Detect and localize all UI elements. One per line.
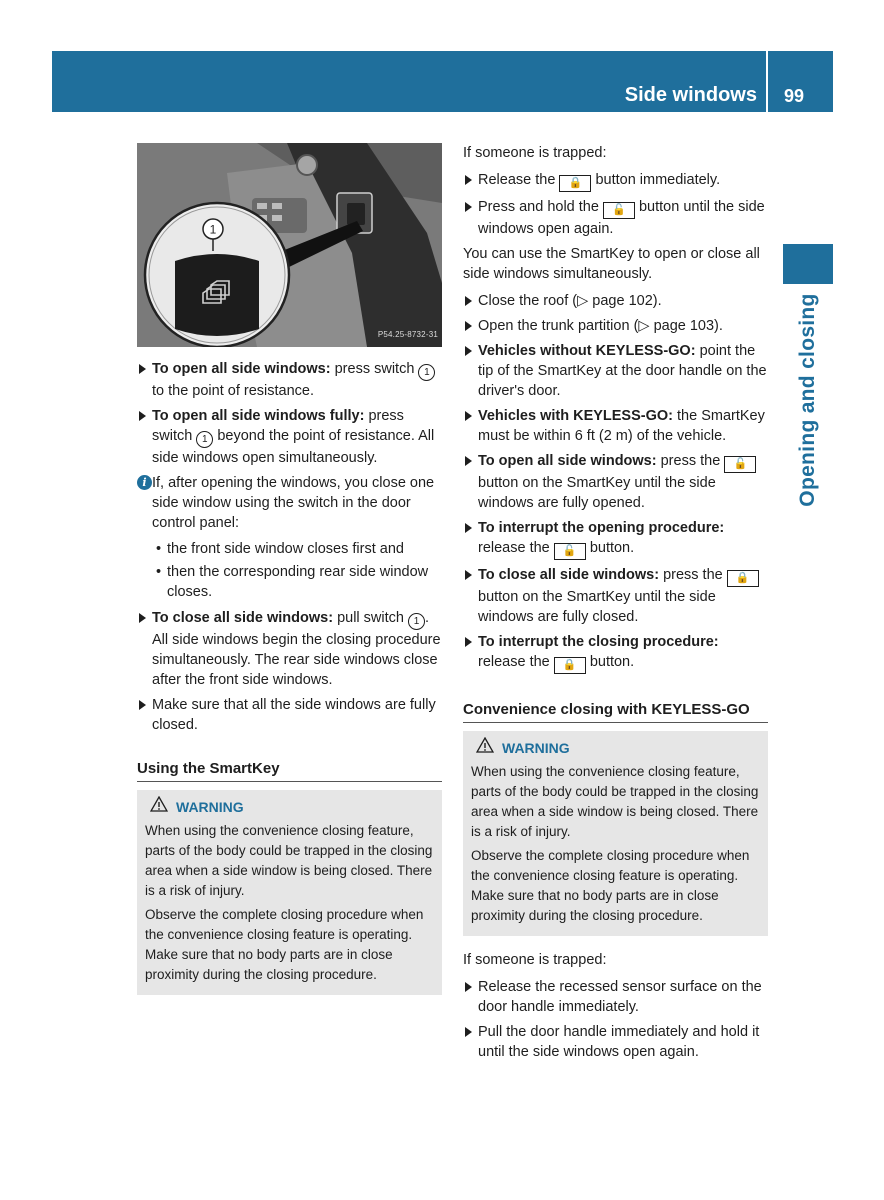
callout-marker: 1: [196, 431, 213, 448]
list-item: To close all side windows: pull switch 1 . All side windows begin the closing procedure simultaneously. The rear side windows close after the front side windows.: [137, 608, 442, 690]
warning-title: WARNING: [176, 798, 244, 815]
window-switch-figure: [137, 143, 442, 347]
unlock-icon: 🔓: [554, 543, 586, 560]
list-item: Make sure that all the side windows are fully closed.: [137, 695, 442, 735]
section-heading-convenience-closing: Convenience closing with KEYLESS-GO: [463, 700, 768, 723]
list-item: Vehicles without KEYLESS-GO: point the tip of the SmartKey at the door handle on the driver's door.: [463, 341, 768, 401]
warning-text: When using the convenience closing feature, parts of the body could be trapped in the closing area when a side window is being closed. There is a risk of injury.: [471, 764, 759, 839]
left-column: [137, 143, 442, 995]
page-number: 99: [783, 86, 805, 106]
list-item: • then the corresponding rear side window closes.: [137, 562, 442, 602]
lock-icon: 🔒: [559, 175, 591, 192]
section-heading-smartkey: Using the SmartKey: [137, 759, 442, 782]
list-item: Vehicles with KEYLESS-GO: the SmartKey must be within 6 ft (2 m) of the vehicle.: [463, 406, 768, 446]
side-tab: [783, 244, 833, 284]
car-console-illustration: [137, 143, 442, 347]
lock-icon: 🔒: [554, 657, 586, 674]
list-item: Pull the door handle immediately and hold it until the side windows open again.: [463, 1022, 768, 1062]
warning-box: [463, 731, 768, 936]
list-item: Press and hold the 🔓 button until the side windows open again.: [463, 197, 768, 239]
list-item: To open all side windows: press switch 1 to the point of resistance.: [137, 359, 442, 401]
list-item: To interrupt the closing procedure: release the 🔒 button.: [463, 632, 768, 674]
list-item: To open all side windows: press the 🔓 button on the SmartKey until the side windows are fully opened.: [463, 451, 768, 513]
warning-triangle-icon: [476, 737, 494, 758]
info-note: i If, after opening the windows, you close one side window using the switch in the door control panel:: [137, 473, 442, 533]
warning-text: Observe the complete closing procedure when the convenience closing feature is operating. Make sure that no body parts are in close proximity during the closing procedure.: [145, 907, 424, 982]
list-item: To close all side windows: press the 🔒 button on the SmartKey until the side windows are fully closed.: [463, 565, 768, 627]
unlock-icon: 🔓: [603, 202, 635, 219]
warning-triangle-icon: [150, 796, 168, 817]
info-icon: i: [137, 475, 152, 490]
warning-text: Observe the complete closing procedure when the convenience closing feature is operating. Make sure that no body parts are in close proximity during the closing procedure.: [471, 848, 750, 923]
list-item: Release the recessed sensor surface on the door handle immediately.: [463, 977, 768, 1017]
list-item: Release the 🔒 button immediately.: [463, 170, 768, 192]
section-side-label: Opening and closing: [796, 293, 819, 507]
list-item: Close the roof (▷ page 102).: [463, 291, 768, 311]
figure-code: P54.25-8732-31: [377, 330, 438, 339]
figure-callout: 1: [209, 222, 217, 237]
paragraph: You can use the SmartKey to open or close all side windows simultaneously.: [463, 246, 760, 282]
paragraph: If someone is trapped:: [463, 145, 607, 161]
warning-title: WARNING: [502, 739, 570, 756]
callout-marker: 1: [418, 364, 435, 381]
list-item: • the front side window closes first and: [137, 539, 442, 559]
warning-text: When using the convenience closing feature, parts of the body could be trapped in the closing area when a side window is being closed. There is a risk of injury.: [145, 823, 433, 898]
list-item: Open the trunk partition (▷ page 103).: [463, 316, 768, 336]
lock-icon: 🔒: [727, 570, 759, 587]
unlock-icon: 🔓: [724, 456, 756, 473]
right-column: [463, 143, 768, 1067]
warning-box: [137, 790, 442, 995]
list-item: To interrupt the opening procedure: release the 🔓 button.: [463, 518, 768, 560]
callout-marker: 1: [408, 613, 425, 630]
page-title: Side windows: [624, 84, 757, 106]
list-item: To open all side windows fully: press switch 1 beyond the point of resistance. All side windows open simultaneously.: [137, 406, 442, 468]
paragraph: If someone is trapped:: [463, 952, 607, 968]
